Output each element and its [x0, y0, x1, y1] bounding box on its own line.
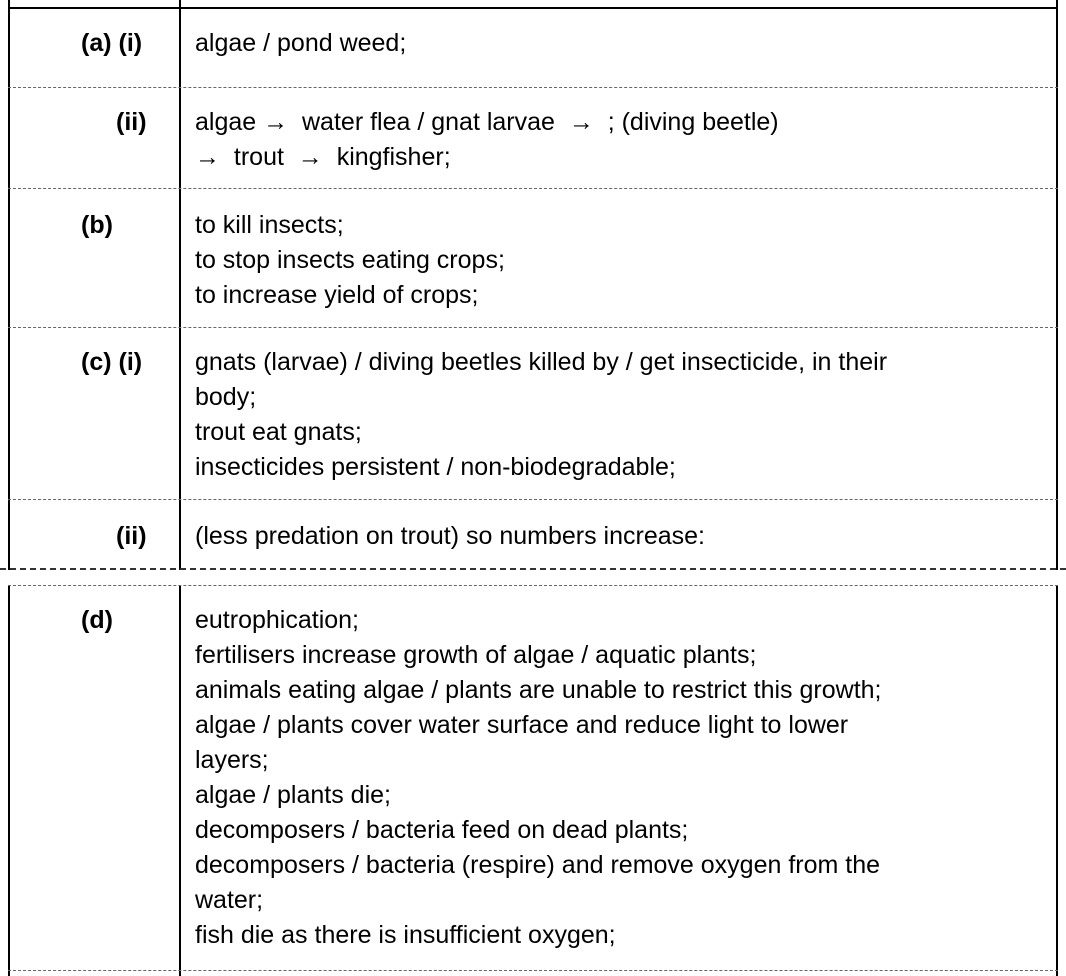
answer-line: insecticides persistent / non-biodegradable;	[195, 453, 676, 481]
question-label-c-i: (c) (i)	[81, 348, 143, 376]
column-divider-top	[179, 0, 181, 8]
answer-line: eutrophication;	[195, 606, 360, 634]
answer-line: water;	[195, 886, 264, 914]
row-separator	[8, 585, 1058, 586]
answer-c-ii	[195, 519, 1055, 554]
row-separator	[8, 970, 1058, 971]
answer-line: algae / pond weed;	[195, 29, 407, 57]
answer-line: to kill insects;	[195, 211, 344, 239]
answer-line: body;	[195, 383, 257, 411]
answer-a-i	[195, 26, 1055, 61]
answer-line: animals eating algae / plants are unable to restrict this growth;	[195, 676, 882, 704]
answer-b	[195, 208, 1055, 313]
answer-line: to increase yield of crops;	[195, 281, 479, 309]
answer-line: algae / plants cover water surface and reduce light to lower	[195, 711, 849, 739]
answer-line: decomposers / bacteria feed on dead plants;	[195, 816, 689, 844]
answer-c-i	[195, 345, 1055, 485]
answer-line: (less predation on trout) so numbers increase:	[195, 522, 705, 550]
answer-line: algae → water flea / gnat larvae → ; (diving beetle)	[195, 108, 779, 136]
answer-line: fertilisers increase growth of algae / aquatic plants;	[195, 641, 757, 669]
question-label-a-i: (a) (i)	[81, 29, 143, 57]
row-separator	[8, 499, 1058, 500]
question-label-c-ii: (ii)	[116, 522, 147, 550]
answer-a-ii	[195, 105, 1055, 175]
row-separator	[8, 87, 1058, 88]
table-top-border	[8, 7, 1058, 9]
row-separator	[8, 327, 1058, 328]
answer-line: fish die as there is insufficient oxygen;	[195, 921, 616, 949]
row-separator	[8, 188, 1058, 189]
answer-line: to stop insects eating crops;	[195, 246, 505, 274]
answer-line: algae / plants die;	[195, 781, 391, 809]
column-divider-lower	[179, 586, 181, 976]
question-label-d: (d)	[81, 606, 113, 634]
answer-line: decomposers / bacteria (respire) and remove oxygen from the	[195, 851, 881, 879]
answer-line: trout eat gnats;	[195, 418, 362, 446]
answer-d	[195, 603, 1055, 953]
question-label-b: (b)	[81, 211, 113, 239]
column-divider-upper	[179, 8, 181, 570]
answer-line: layers;	[195, 746, 269, 774]
question-label-a-ii: (ii)	[116, 108, 147, 136]
section-break-line	[0, 568, 1066, 570]
answer-line: gnats (larvae) / diving beetles killed by / get insecticide, in their	[195, 348, 888, 376]
answer-line: → trout → kingfisher;	[195, 143, 451, 171]
